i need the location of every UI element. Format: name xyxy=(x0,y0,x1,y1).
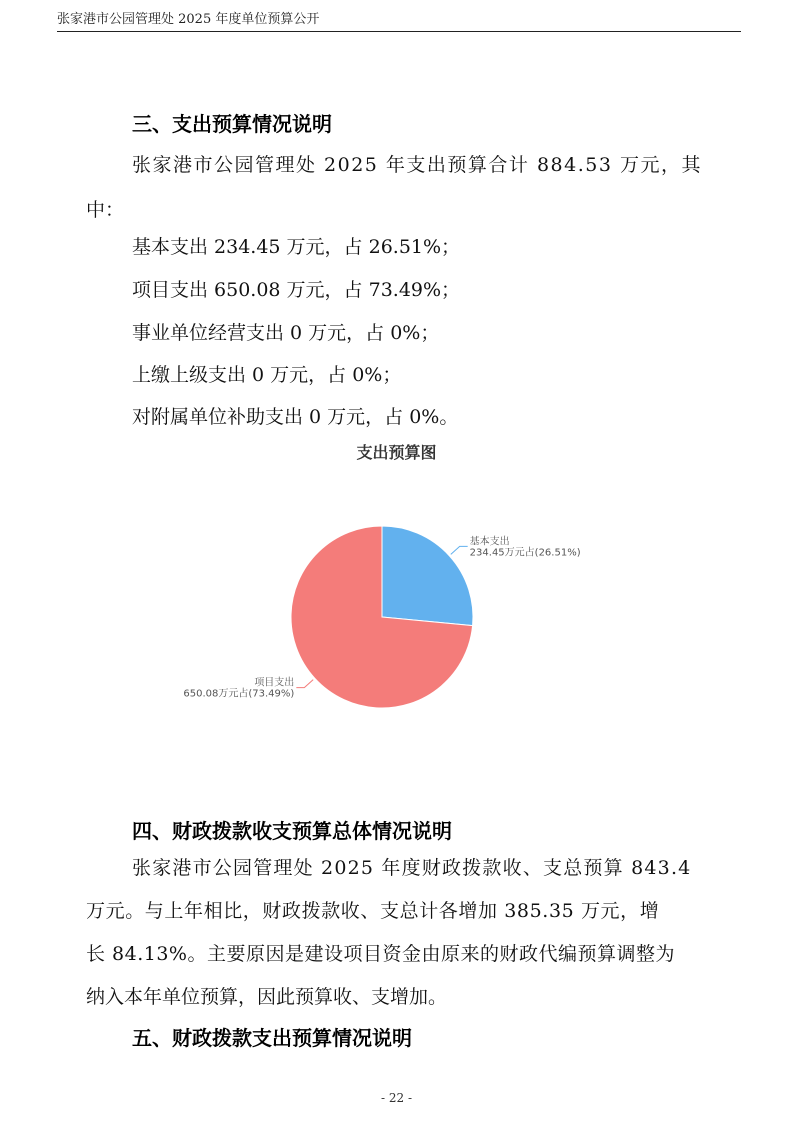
section-4-heading: 四、财政拨款收支预算总体情况说明 xyxy=(132,819,452,843)
expense-item-upper-level: 上缴上级支出 0 万元，占 0%； xyxy=(132,364,402,386)
pie-leader-1 xyxy=(296,680,313,688)
section-4-line-2: 万元。与上年相比，财政拨款收、支总计各增加 385.35 万元，增 xyxy=(86,900,660,922)
pie-label-name-0: 基本支出 xyxy=(469,536,510,548)
expense-item-project: 项目支出 650.08 万元，占 73.49%； xyxy=(132,279,461,301)
pie-label-value-0: 234.45万元占(26.51%) xyxy=(469,547,581,559)
pie-leader-0 xyxy=(451,546,468,554)
section-4-line-1: 张家港市公园管理处 2025 年度财政拨款收、支总预算 843.4 xyxy=(132,857,692,879)
pie-slice-0 xyxy=(382,526,473,626)
expense-item-business: 事业单位经营支出 0 万元，占 0%； xyxy=(132,322,440,344)
section-4-line-3: 长 84.13%。主要原因是建设项目资金由原来的财政代编预算调整为 xyxy=(86,943,675,965)
page-header: 张家港市公园管理处 2025 年度单位预算公开 xyxy=(57,8,741,32)
section-5-heading: 五、财政拨款支出预算情况说明 xyxy=(132,1026,412,1050)
expense-item-subsidiary: 对附属单位补助支出 0 万元，占 0%。 xyxy=(132,406,459,428)
page-number: - 22 - xyxy=(380,1091,412,1105)
pie-label-value-1: 650.08万元占(73.49%) xyxy=(183,688,295,700)
section-4-line-4: 纳入本年单位预算，因此预算收、支增加。 xyxy=(86,986,448,1008)
expense-item-basic: 基本支出 234.45 万元，占 26.51%； xyxy=(132,236,461,258)
pie-label-name-1: 项目支出 xyxy=(254,677,295,689)
section-3-intro-line-2: 中： xyxy=(86,199,125,221)
chart-title: 支出预算图 xyxy=(356,443,437,462)
section-3-heading: 三、支出预算情况说明 xyxy=(132,112,332,136)
section-3-intro-line-1: 张家港市公园管理处 2025 年支出预算合计 884.53 万元，其 xyxy=(132,154,702,176)
